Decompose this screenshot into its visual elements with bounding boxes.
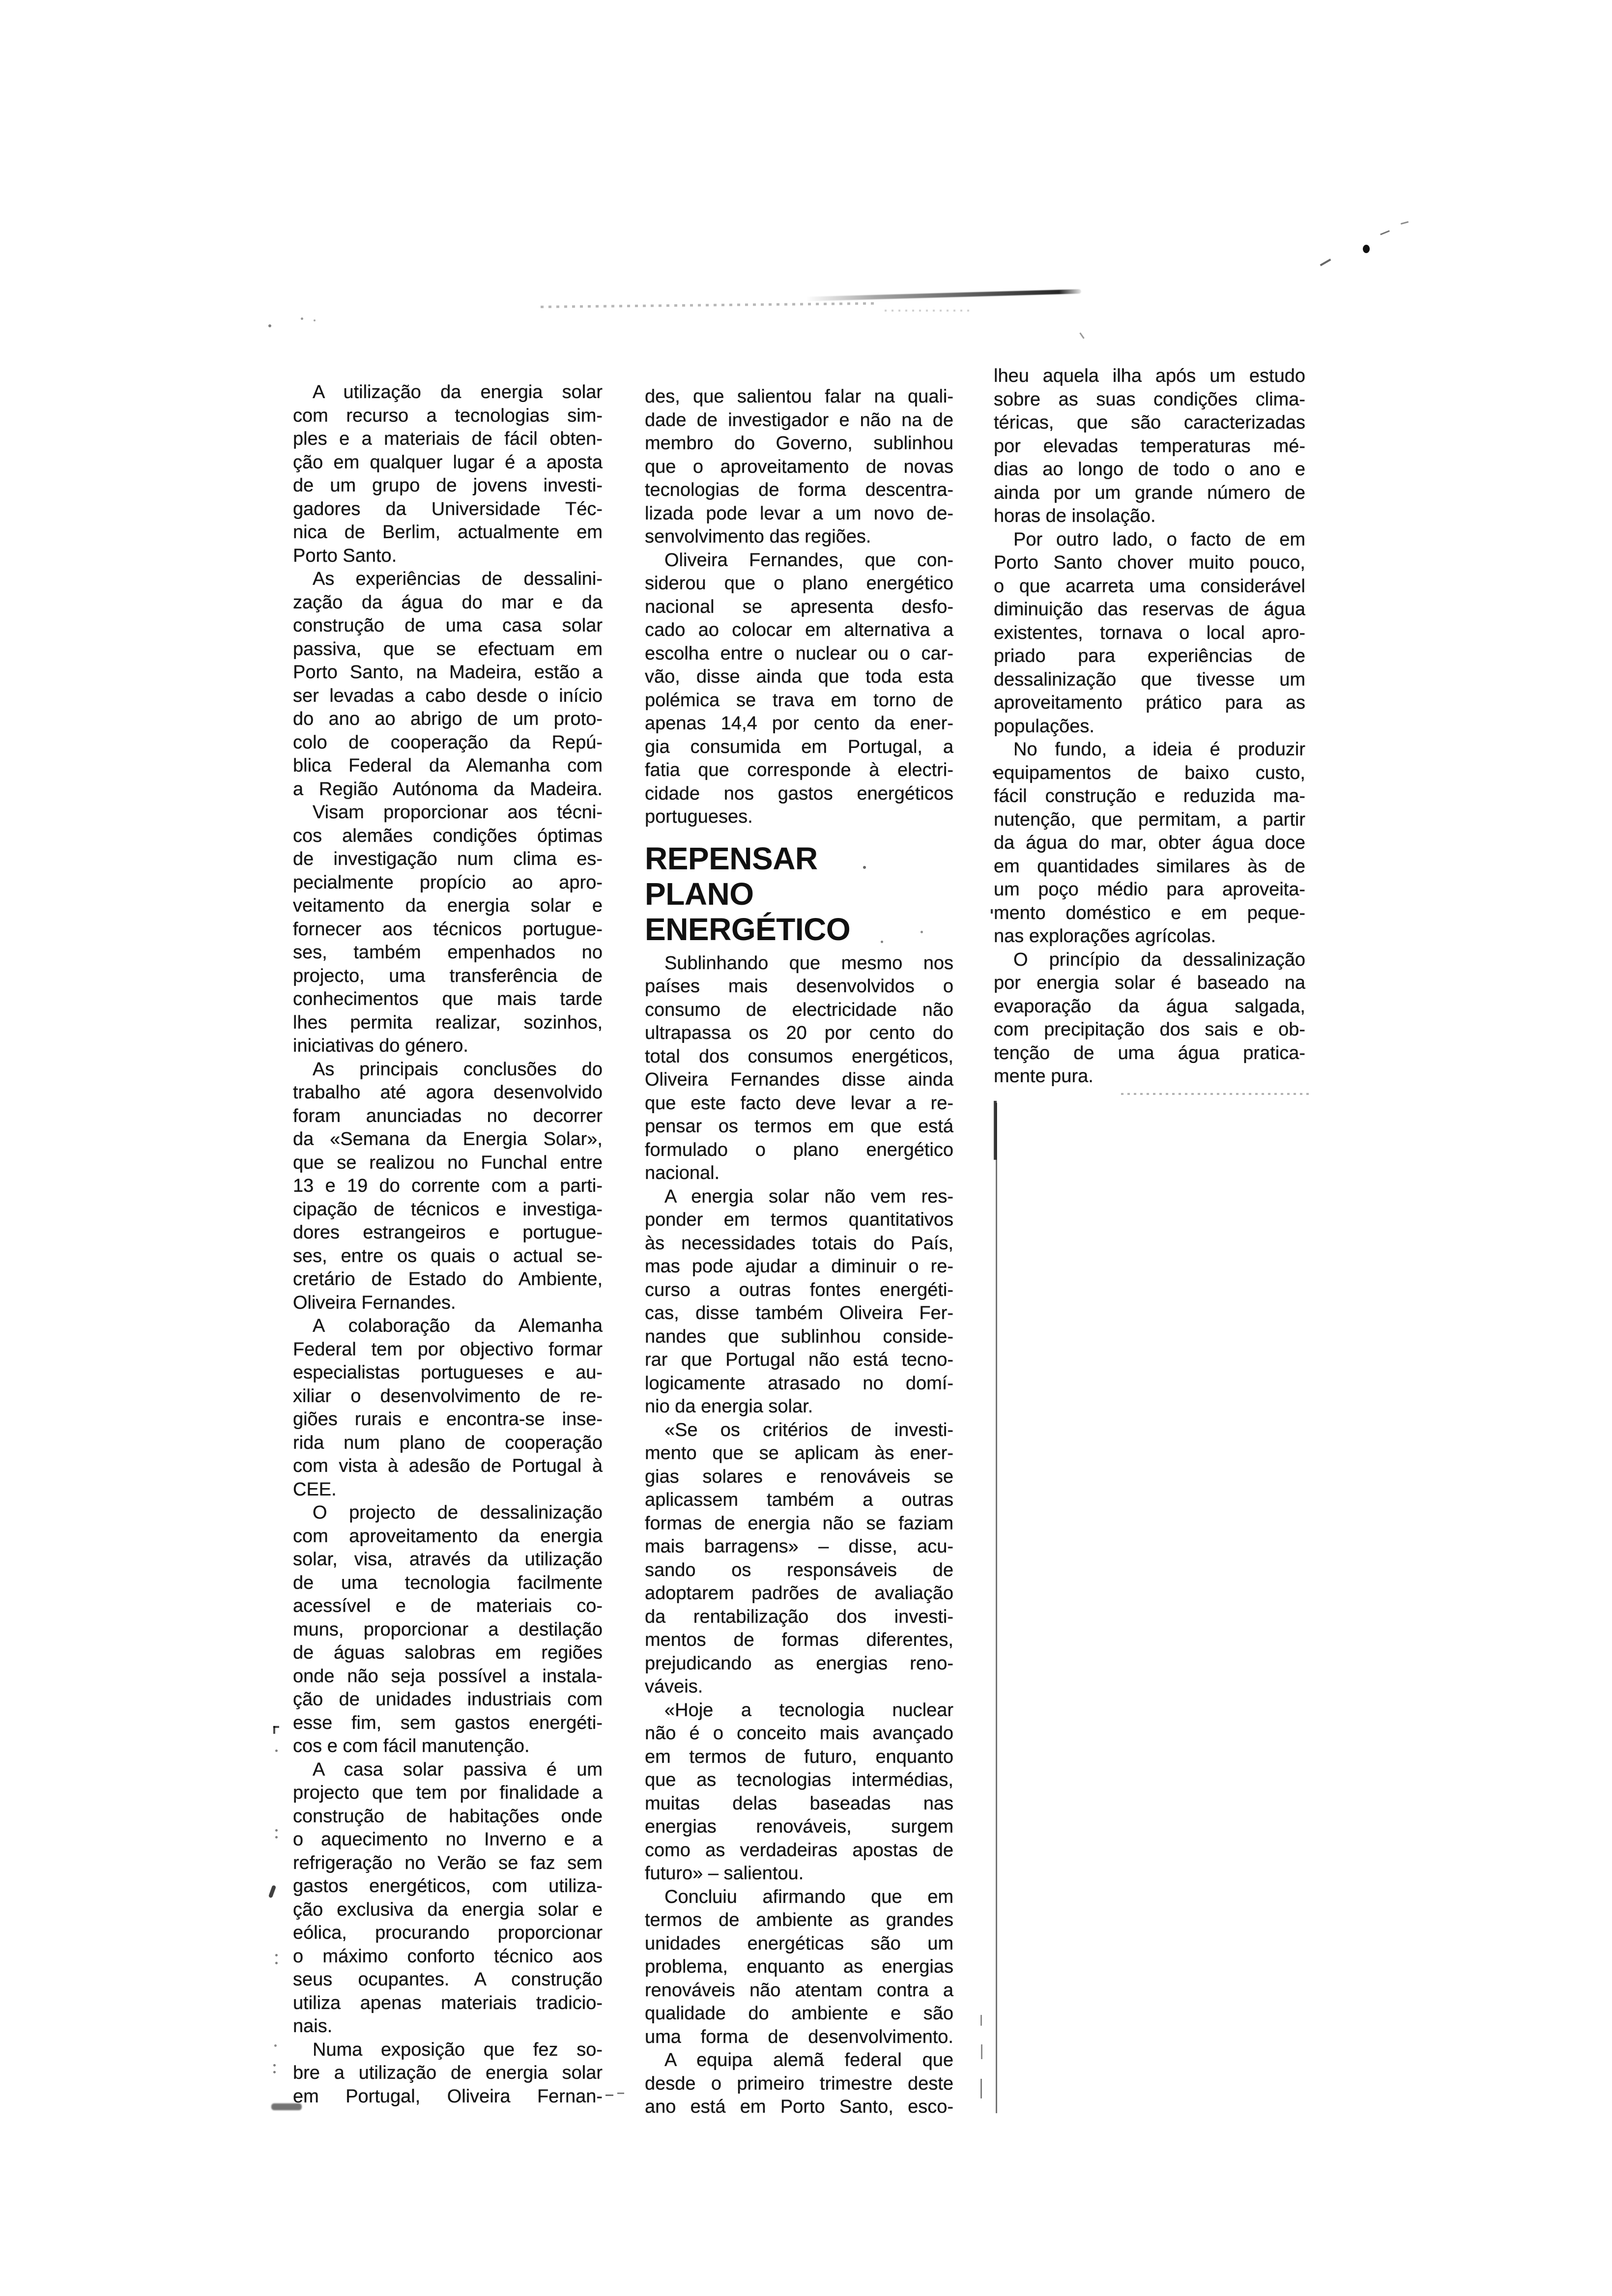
subheading [645, 841, 953, 947]
text-line: o aquecimento no Inverno e a [293, 1829, 603, 1850]
subheading-line: ENERGÉTICO [645, 911, 851, 947]
paragraph [293, 2038, 603, 2109]
scan-speck [275, 1750, 278, 1752]
scan-speck [991, 909, 993, 914]
text-line: logicamente atrasado no domí- [645, 1373, 953, 1394]
text-line: nais. [293, 2016, 333, 2037]
scan-speck [314, 319, 316, 321]
text-line: em termos de futuro, enquanto [645, 1746, 953, 1767]
text-line: xiliar o desenvolvimento de re- [293, 1385, 603, 1406]
text-line: nacional se apresenta desfo- [645, 596, 953, 617]
text-line: As principais conclusões do [313, 1059, 603, 1080]
paragraph-group [645, 385, 953, 829]
text-line: uma forma de desenvolvimento. [645, 2026, 953, 2047]
text-line: aproveitamento prático para as [994, 692, 1305, 713]
text-line: ser levadas a cabo desde o início [293, 685, 603, 706]
text-line: Porto Santo chover muito pouco, [994, 552, 1305, 573]
text-line: ultrapassa os 20 por cento do [645, 1023, 953, 1043]
paragraph [293, 1758, 603, 2038]
scan-streak [541, 302, 875, 308]
text-line: de águas salobras em regiões [293, 1642, 603, 1663]
text-line: de uma tecnologia facilmente [293, 1572, 603, 1593]
text-line: téricas, que são caracterizadas [994, 412, 1305, 433]
text-line: A casa solar passiva é um [313, 1759, 603, 1780]
paragraph-group [645, 952, 953, 2119]
scan-speck [605, 2095, 613, 2096]
text-line: ples e a materiais de fácil obten- [293, 429, 603, 449]
text-line: em Portugal, Oliveira Fernan- [293, 2086, 603, 2107]
text-line: que o aproveitamento de novas [645, 456, 953, 477]
text-line: ponder em termos quantitativos [645, 1209, 953, 1230]
paragraph-group [293, 381, 603, 2108]
text-line: aplicassem também a outras [645, 1490, 953, 1510]
text-line: mento doméstico e em peque- [994, 902, 1305, 923]
text-line: A equipa alemã federal que [664, 2050, 953, 2070]
text-line: de um grupo de jovens investi- [293, 475, 603, 496]
paragraph [994, 528, 1305, 739]
text-line: o que acarreta uma considerável [994, 575, 1305, 597]
text-line: cidade nos gastos energéticos [645, 783, 953, 804]
text-line: mentos de formas diferentes, [645, 1630, 953, 1650]
text-line: Visam proporcionar aos técni- [313, 802, 603, 823]
text-line: um poço médio para aproveita- [994, 879, 1305, 900]
text-line: unidades energéticas são um [645, 1933, 953, 1954]
paragraph-group [994, 365, 1305, 1089]
paragraph [293, 801, 603, 1058]
text-line: adoptarem padrões de avaliação [645, 1583, 953, 1604]
text-line: renováveis não atentam contra a [645, 1980, 953, 2001]
text-line: Oliveira Fernandes, que con- [664, 549, 953, 571]
text-line: especialistas portugueses e au- [293, 1362, 603, 1383]
scan-speck [981, 2044, 982, 2059]
text-line: giões rurais e encontra-se inse- [293, 1409, 603, 1430]
text-line: ano está em Porto Santo, esco- [645, 2096, 953, 2117]
text-line: gadores da Universidade Téc- [293, 498, 603, 519]
text-line: onde não seja possível a instala- [293, 1665, 603, 1687]
text-line: A utilização da energia solar [313, 382, 603, 402]
text-line: energias renováveis, surgem [645, 1816, 953, 1837]
text-line: que se realizou no Funchal entre [293, 1152, 603, 1173]
text-line: como as verdadeiras apostas de [645, 1839, 953, 1861]
text-line: desde o primeiro trimestre deste [645, 2073, 953, 2094]
scan-speck [1401, 221, 1409, 225]
text-line: rar que Portugal não está tecno- [645, 1349, 953, 1370]
text-line: cos alemães condições óptimas [293, 825, 603, 846]
subheading-line: PLANO [645, 876, 754, 912]
text-line: senvolvimento das regiões. [645, 526, 871, 547]
text-line: nutenção, que permitam, a partir [994, 809, 1305, 830]
text-line: veitamento da energia solar e [293, 895, 603, 916]
text-line: Sublinhando que mesmo nos [664, 952, 953, 974]
text-line: A colaboração da Alemanha [313, 1316, 603, 1336]
text-line: evaporação da água salgada, [994, 996, 1305, 1017]
text-line: ainda por um grande número de [994, 482, 1305, 503]
text-line: não é o conceito mais avançado [645, 1723, 953, 1744]
scan-speck [1320, 258, 1331, 266]
paragraph [293, 1058, 603, 1315]
text-line: futuro» – salientou. [645, 1863, 804, 1884]
scan-speck [275, 1954, 278, 1956]
text-line: nacional. [645, 1163, 720, 1183]
text-line: consumo de electricidade não [645, 999, 953, 1020]
scan-streak [806, 289, 1081, 301]
text-line: ses, entre os quais o actual se- [293, 1245, 603, 1266]
text-line: membro do Governo, sublinhou [645, 433, 953, 454]
paragraph [645, 1886, 953, 2049]
text-line: que este facto deve levar a re- [645, 1092, 953, 1114]
text-line: às necessidades totais do País, [645, 1233, 953, 1254]
text-line: mais barragens» – disse, acu- [645, 1536, 953, 1557]
text-line: do ano ao abrigo de um proto- [293, 709, 603, 729]
text-line: O princípio da dessalinização [1013, 949, 1305, 970]
text-line: colo de cooperação da Repú- [293, 732, 603, 753]
text-line: populações. [994, 716, 1094, 737]
text-line: lheu aquela ilha após um estudo [994, 366, 1305, 386]
text-line: termos de ambiente as grandes [645, 1910, 953, 1930]
paragraph [293, 568, 603, 801]
text-line: CEE. [293, 1479, 337, 1500]
paragraph [645, 1185, 953, 1419]
paragraph [645, 385, 953, 549]
text-line: Porto Santo, na Madeira, estão a [293, 662, 603, 683]
paragraph [994, 738, 1305, 948]
text-line: de investigação num clima es- [293, 849, 603, 869]
text-line: Federal tem por objectivo formar [293, 1339, 603, 1360]
text-line: cas, disse também Oliveira Fer- [645, 1303, 953, 1323]
text-line: «Hoje a tecnologia nuclear [664, 1699, 953, 1721]
text-line: acessível e de materiais co- [293, 1596, 603, 1616]
text-line: em quantidades similares às de [994, 856, 1305, 877]
text-line: bre a utilização de energia solar [293, 2063, 603, 2083]
text-line: Porto Santo. [293, 545, 397, 566]
text-line: formas de energia não se faziam [645, 1513, 953, 1534]
text-line: dade de investigador e não na de [645, 409, 953, 430]
scan-speck [1363, 245, 1370, 253]
paragraph [293, 1501, 603, 1758]
scan-speck [275, 1836, 278, 1838]
scan-speck [273, 2064, 276, 2066]
text-line: construção de habitações onde [293, 1806, 603, 1827]
text-line: ção exclusiva da energia solar e [293, 1899, 603, 1920]
text-line: nica de Berlim, actualmente em [293, 522, 603, 543]
text-line: da água do mar, obter água doce [994, 832, 1305, 853]
text-line: Oliveira Fernandes disse ainda [645, 1069, 953, 1090]
text-line: Por outro lado, o facto de em [1013, 529, 1305, 550]
text-line: Numa exposição que fez so- [313, 2039, 603, 2060]
scan-speck [980, 2079, 982, 2098]
text-line: fornecer aos técnicos portugue- [293, 918, 603, 940]
text-line: tenção de uma água pratica- [994, 1042, 1305, 1063]
text-line: eólica, procurando proporcionar [293, 1923, 603, 1943]
paragraph [645, 952, 953, 1185]
text-line: da «Semana da Energia Solar», [293, 1129, 603, 1149]
text-line: muitas delas baseadas nas [645, 1793, 953, 1814]
text-line: mento que se aplicam às ener- [645, 1443, 953, 1464]
text-line: conhecimentos que mais tarde [293, 989, 603, 1009]
text-line: lizada pode levar a um novo de- [645, 503, 953, 524]
text-line: a Região Autónoma da Madeira. [293, 778, 603, 800]
text-line: total dos consumos energéticos, [645, 1046, 953, 1067]
article-column-3 [994, 365, 1305, 1089]
scan-speck [268, 324, 271, 327]
text-line: cado ao colocar em alternativa a [645, 620, 953, 640]
scan-streak [885, 310, 973, 312]
text-line: dores estrangeiros e portugue- [293, 1222, 603, 1243]
text-line: da rentabilização dos investi- [645, 1606, 953, 1627]
text-line: polémica se trava em torno de [645, 689, 953, 711]
text-line: por energia solar é baseado na [994, 973, 1305, 993]
scan-speck [1079, 332, 1084, 339]
text-line: priado para experiências de [994, 646, 1305, 666]
scan-speck [268, 1885, 276, 1898]
scan-speck [275, 1962, 278, 1964]
text-line: com recurso a tecnologias sim- [293, 405, 603, 426]
text-line: cos e com fácil manutenção. [293, 1736, 530, 1756]
text-line: ção em qualquer lugar é a aposta [293, 452, 603, 473]
text-line: o máximo conforto técnico aos [293, 1946, 603, 1967]
text-line: diminuição das reservas de água [994, 599, 1305, 620]
article-column-1 [293, 381, 603, 2108]
text-line: dias ao longo de todo o ano e [994, 459, 1305, 480]
text-line: mente pura. [994, 1066, 1094, 1087]
text-line: ses, também empenhados no [293, 942, 603, 963]
text-line: projecto que tem por finalidade a [293, 1782, 603, 1803]
text-line: com aproveitamento da energia [293, 1525, 603, 1547]
text-line: equipamentos de baixo custo, [994, 762, 1305, 783]
paragraph [645, 1419, 953, 1699]
text-line: iniciativas do género. [293, 1035, 468, 1056]
text-line: foram anunciadas no decorrer [293, 1105, 603, 1126]
text-line: des, que salientou falar na quali- [645, 386, 953, 407]
text-line: vão, disse ainda que toda esta [645, 666, 953, 687]
text-line: prejudicando as energias reno- [645, 1653, 953, 1674]
text-line: passiva, que se efectuam em [293, 638, 603, 660]
text-line: refrigeração no Verão se faz sem [293, 1852, 603, 1873]
text-line: por elevadas temperaturas mé- [994, 435, 1305, 457]
text-line: com vista à adesão de Portugal à [293, 1456, 603, 1476]
scan-speck [273, 1726, 279, 1728]
text-line: pecialmente propício ao apro- [293, 872, 603, 893]
text-line: curso a outras fontes energéti- [645, 1279, 953, 1300]
paragraph [994, 948, 1305, 1089]
text-line: 13 e 19 do corrente com a parti- [293, 1176, 603, 1196]
text-line: O projecto de dessalinização [313, 1502, 603, 1523]
text-line: fácil construção e reduzida ma- [994, 786, 1305, 806]
text-line: portugueses. [645, 806, 753, 827]
text-line: esse fim, sem gastos energéti- [293, 1712, 603, 1733]
article-column-2 [645, 385, 953, 2119]
text-line: tecnologias de forma descentra- [645, 480, 953, 500]
paragraph [293, 1315, 603, 1501]
paragraph [645, 549, 953, 829]
text-line: lhes permita realizar, sozinhos, [293, 1012, 603, 1033]
text-line: gia consumida em Portugal, a [645, 736, 953, 757]
scan-speck [301, 317, 303, 320]
scan-speck [274, 2044, 277, 2047]
scan-speck [273, 2071, 276, 2073]
text-line: gias solares e renováveis se [645, 1466, 953, 1487]
scan-speck [980, 2015, 982, 2026]
scan-border-line [996, 1103, 997, 2113]
paragraph [293, 381, 603, 568]
text-line: Concluiu afirmando que em [664, 1886, 953, 1907]
subheading-line: REPENSAR [645, 840, 818, 876]
text-line: fatia que corresponde à electri- [645, 760, 953, 780]
scan-speck [275, 1829, 278, 1832]
text-line: com precipitação dos sais e ob- [994, 1019, 1305, 1040]
text-line: solar, visa, através da utilização [293, 1549, 603, 1570]
text-line: sobre as suas condições clima- [994, 389, 1305, 410]
scan-dotted-line [1121, 1093, 1313, 1095]
text-line: siderou que o plano energético [645, 573, 953, 594]
text-line: sando os responsáveis de [645, 1559, 953, 1580]
text-line: gastos energéticos, com utiliza- [293, 1876, 603, 1896]
text-line: Oliveira Fernandes. [293, 1292, 456, 1313]
text-line: No fundo, a ideia é produzir [1013, 739, 1305, 760]
text-line: As experiências de dessalini- [313, 569, 603, 589]
text-line: qualidade do ambiente e são [645, 2003, 953, 2024]
paragraph [645, 2049, 953, 2119]
text-line: utiliza apenas materiais tradicio- [293, 1992, 603, 2013]
text-line: «Se os critérios de investi- [664, 1419, 953, 1440]
text-line: zação da água do mar e da [293, 592, 603, 613]
text-line: cipação de técnicos e investiga- [293, 1199, 603, 1220]
text-line: formulado o plano energético [645, 1139, 953, 1160]
text-line: rida num plano de cooperação [293, 1432, 603, 1453]
text-line: pensar os termos em que está [645, 1116, 953, 1137]
scan-speck [617, 2093, 624, 2094]
text-line: seus ocupantes. A construção [293, 1969, 603, 1990]
text-line: nandes que sublinhou conside- [645, 1326, 953, 1347]
text-line: escolha entre o nuclear ou o car- [645, 643, 953, 664]
text-line: existentes, tornava o local apro- [994, 622, 1305, 643]
paragraph [645, 1699, 953, 1886]
text-line: blica Federal da Alemanha com [293, 755, 603, 776]
text-line: muns, proporcionar a destilação [293, 1619, 603, 1640]
text-line: países mais desenvolvidos o [645, 976, 953, 997]
text-line: dessalinização que tivesse um [994, 669, 1305, 690]
text-line: nio da energia solar. [645, 1396, 813, 1417]
text-line: apenas 14,4 por cento da ener- [645, 713, 953, 734]
text-line: cretário de Estado do Ambiente, [293, 1269, 603, 1290]
text-line: nas explorações agrícolas. [994, 926, 1216, 947]
scan-speck [1380, 230, 1390, 235]
text-line: projecto, uma transferência de [293, 965, 603, 986]
text-line: problema, enquanto as energias [645, 1956, 953, 1977]
text-line: A energia solar não vem res- [664, 1186, 953, 1207]
text-line: construção de uma casa solar [293, 615, 603, 636]
text-line: mas pode ajudar a diminuir o re- [645, 1256, 953, 1277]
text-line: horas de insolação. [994, 506, 1156, 526]
text-line: váveis. [645, 1676, 703, 1697]
text-line: que as tecnologias intermédias, [645, 1770, 953, 1790]
text-line: ção de unidades industriais com [293, 1689, 603, 1710]
paragraph [994, 365, 1305, 528]
text-line: trabalho até agora desenvolvido [293, 1082, 603, 1103]
